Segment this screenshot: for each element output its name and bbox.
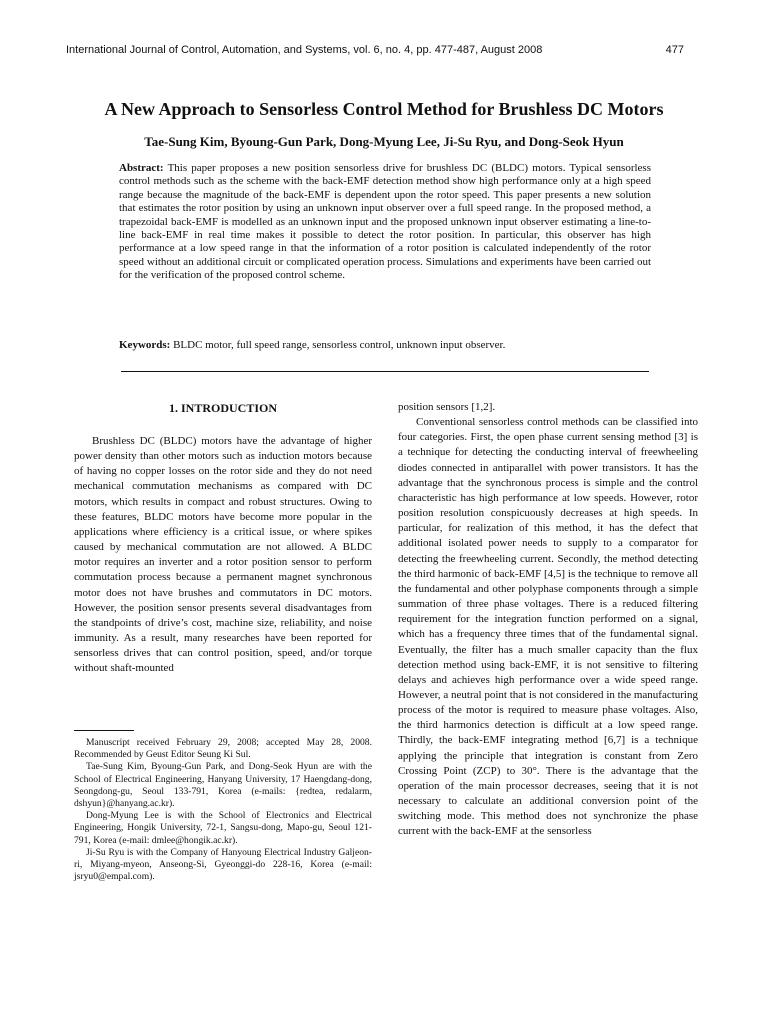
- footnote-manuscript: Manuscript received February 29, 2008; accepted May 28, 2008. Recommended by Geust Editor Seung Ki Sul.: [74, 737, 372, 761]
- footnotes: [74, 737, 372, 883]
- left-column: [74, 400, 372, 677]
- keywords-text: BLDC motor, full speed range, sensorless control, unknown input observer.: [173, 339, 506, 351]
- abstract: [119, 162, 651, 283]
- abstract-text: This paper proposes a new position sensorless drive for brushless DC (BLDC) motors. Typical sensorless control methods such as the scheme with the back-EMF detection method show high performance only at a high speed range because the magnitude of the back-EMF is dependent upon the rotor speed. This paper presents a new solution that estimates the rotor position by using an unknown input observer over a full speed range. In the proposed method, a trapezoidal back-EMF is modelled as an unknown input and the proposed unknown input observer estimating a line-to-line back-EMF in real time makes it possible to detect the rotor position. In particular, this observer has high performance at a low speed range in that the information of a rotor position is calculated independently of the rotor speed without an additional circuit or complicated operation process. Simulations and experiments have been carried out for the verification of the proposed control scheme.: [119, 162, 651, 282]
- page-number: 477: [665, 44, 684, 56]
- paper-title: A New Approach to Sensorless Control Method for Brushless DC Motors: [104, 99, 664, 119]
- intro-paragraph-1: Brushless DC (BLDC) motors have the advantage of higher power density than other motors such as induction motors because of having no copper losses on the rotor side and they do not need mechanical commutation mechanisms as compared with DC motors, which results in compact and robust structures. Owing to these features, BLDC motors have become more popular in the applications where efficiency is a critical issue, or where spikes caused by mechanical commutation are not allowed. A BLDC motor requires an inverter and a rotor position sensor to perform commutation process because a permanent magnet synchronous motor does not have brushes and commutators in DC motors. However, the position sensor presents several disadvantages from the standpoints of drive’s cost, machine size, reliability, and noise immunity. As a result, many researches have been reported for sensorless drives that can control position, speed, and/or torque without shaft-mounted: [74, 435, 372, 675]
- author-list: Tae-Sung Kim, Byoung-Gun Park, Dong-Myung Lee, Ji-Su Ryu, and Dong-Seok Hyun: [144, 134, 624, 149]
- intro-paragraph-2: Conventional sensorless control methods can be classified into four categories. First, the open phase current sensing method [3] is a technique for detecting the conducting interval of freewheeling diodes connected in antiparallel with power transistors. It has the advantage that the synchronous process is simple and the control characteristic has high performance at low speeds. However, rotor position resolution conspicuously decreases at high speeds. In particular, for realization of this method, it has the defect that additional isolated power needs to supply to a comparator for detecting the freewheeling current. Secondly, the method detecting the third harmonic of back-EMF [4,5] is the technique to remove all the fundamental and other polyphase components through a simple summation of three phase voltages. There is a reduced filtering requirement for the integration function performed on a signal, which has a frequency three times that of the fundamental signal. Eventually, the filter has a much smaller capacity than the flux detection method using back-EMF, it is not sensitive to filtering delays and achieves high performance over a wide speed range. However, a neutral point that is not considered in the manufacturing process of the motor is required to measure phase voltages. Also, the third harmonics detection is difficult at a low speed range. Thirdly, the back-EMF integrating method [6,7] is a technique applying the principle that integration is constant from Zero Crossing Point (ZCP) to 30°. There is the advantage that the operation of the main processor decreases, seeing that it is not necessary to calculate an additional conversion point of the switching mode. This method does not synchronize the phase current with the back-EMF at the sensorless: [398, 416, 698, 838]
- intro-paragraph-1-continued: position sensors [1,2].: [398, 401, 496, 413]
- right-column: [398, 400, 698, 840]
- keywords: [119, 338, 651, 352]
- footnote-affiliation-1: Tae-Sung Kim, Byoung-Gun Park, and Dong-Seok Hyun are with the School of Electrical Engineering, Hanyang University, 17 Haengdang-dong, Seongdong-gu, Seoul 133-791, Korea (e-mails: {redtea, redalarm, dshyun}@hanyang.ac.kr).: [74, 761, 372, 810]
- footnote-affiliation-2: Dong-Myung Lee is with the School of Electronics and Electrical Engineering, Hongik University, 72-1, Sangsu-dong, Mapo-gu, Seoul 121-791, Korea (e-mail: dmlee@hongik.ac.kr).: [74, 810, 372, 846]
- abstract-label: Abstract:: [119, 162, 164, 174]
- footnote-affiliation-3: Ji-Su Ryu is with the Company of Hanyoung Electrical Industry Galjeon-ri, Miyang-myeon, Anseong-Si, Gyeonggi-do 228-16, Korea (e-mail: jsryu0@empal.com).: [74, 846, 372, 883]
- keywords-label: Keywords:: [119, 339, 171, 351]
- abstract-divider: [121, 371, 649, 372]
- footnote-divider: [74, 730, 134, 731]
- section-heading: 1. INTRODUCTION: [168, 401, 277, 415]
- journal-citation: International Journal of Control, Automation, and Systems, vol. 6, no. 4, pp. 477-487, August 2008: [66, 44, 543, 56]
